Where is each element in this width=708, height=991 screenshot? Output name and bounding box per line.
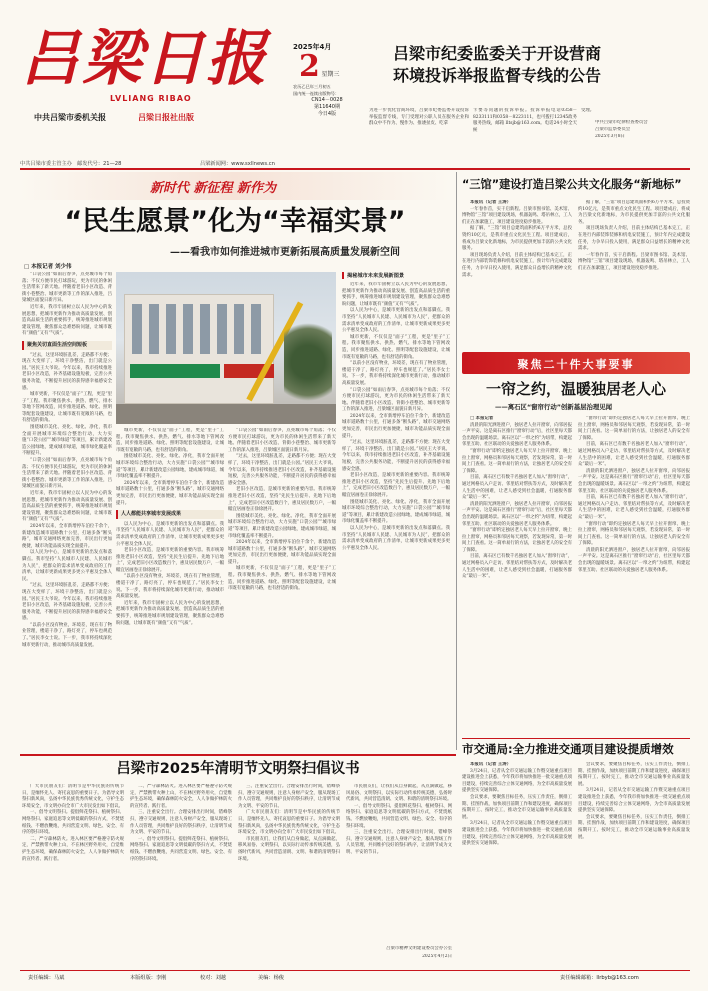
lead-para: 围绕城市美化、亮化、绿化、净化，我市全面开展城市环境综合整治行动，大力实施“口袋公园”“城市绿道”等项目，累计新建改造公园绿地，建成城市绿道，城市绿化覆盖率不断提升。 (228, 513, 336, 539)
bottom-para: 一、倡导文明祭扫。提倡鲜花祭扫、植树祭扫、网络祭扫、家庭追思等文明低碳的祭扫方式，不焚烧纸钱、不燃放鞭炮，共同营造文明、绿色、安全、有序的祭扫环境。 (22, 810, 124, 836)
lead-para: 近年来，我市牢固树立以人民为中心的发展思想，把城市更新作为推动高质量发展、创造高品质生活的重要抓手，统筹推进城市规划建设管理，聚焦群众急难愁盼问题，让城市既有“颜值”又有“气质”。 (116, 600, 224, 626)
lead-para: 2024年以来，全市新增停车泊位千余个，新建改造城市道路数十公里，打通多条“断头路”，城市交通网络更加完善，市民出行更加便捷，城市功能品质实现全面提升。 (228, 540, 336, 565)
lead-para: 以人民为中心，是城市更新的出发点和落脚点。我市坚持“人民城市人民建、人民城市为人民”，把群众的需求清单变成政府的工作清单，让城市更新成果更多更公平惠及全体人民。 (342, 525, 450, 551)
bottom-para: 二、严守森林防火。进入林区要严格遵守防火规定，严禁携带火种上山，不在林区野外用火，自觉维护生态环境，确保森林防火安全，人人争做护林防火的宣传者、践行者。 (22, 836, 124, 862)
right-mid-para: 目前，离石区已有数千名独居老人加入“窗帘行动”，通过网格员入户走访、邻里结对帮扶等方式，及时解决老人生活中的困难，让老人感受到社会温暖，打通服务群众“最后一米”。 (462, 554, 572, 580)
lead-para: “过去，这里环境脏乱差，走路都不方便；现在大变样了，环境干净整洁，出门就是公园。”居民王大爷说。今年以来，我市持续推进老旧小区改造，补齐基础设施短板，完善公共服务功能，不断提升居民的获得感幸福感安全感。 (22, 583, 112, 622)
bottom-col2 (130, 784, 232, 966)
date-weekday: 星期三 (321, 71, 340, 78)
right-mid-para: 清晨的阳光洒进窗户，独居老人拉开窗帘，向邻居报一声平安。这是离石区推行“窗帘行动”后，社区里每天都会出现的温暖场景。离石区以“一帘之约”为纽带，构建起邻里互助、社区联动的关爱独居老人服务体系。 (462, 422, 572, 448)
right-mid-para: 清晨的阳光洒进窗户，独居老人拉开窗帘，向邻居报一声平安。这是离石区推行“窗帘行动”后，社区里每天都会出现的温暖场景。离石区以“一帘之约”为纽带，构建起邻里互助、社区联动的关爱独居老人服务体系。 (462, 501, 572, 527)
shop-sign (130, 364, 220, 378)
bottom-col3 (238, 784, 340, 966)
building-windows (132, 304, 268, 354)
date-lunar: 农历乙巳年三月初五 (293, 84, 331, 89)
right-mid-para: “窗帘行动”即约定独居老人每天早上拉开窗帘、晚上拉上窗帘，网格员和邻居每天观察，若发现异常，第一时间上门查看。这一简单易行的方法，让独居老人的安全有了保障。 (462, 528, 572, 553)
right-mid-para: 目前，离石区已有数千名独居老人加入“窗帘行动”，通过网格员入户走访、邻里结对帮扶等方式，及时解决老人生活中的困难，让老人感受到社会温暖，打通服务群众“最后一米”。 (578, 495, 690, 520)
lead-para: 2024年以来，全市新增停车泊位千余个，新建改造城市道路数十公里，打通多条“断头路”，城市交通网络更加完善，市民出行更加便捷，城市功能品质实现全面提升。 (22, 523, 112, 549)
bottom-sign1: 吕梁市精神文明建设委员会办公室 (386, 946, 452, 951)
right-bottom-rule (462, 738, 690, 739)
masthead-sponsor: 中共吕梁市委机关报 (34, 113, 106, 122)
website-line: 吕梁新闻网：www.sxllnews.cn (200, 161, 275, 167)
lead-para: “过去，这里环境脏乱差，走路都不方便；现在大变样了，环境干净整洁，出门就是公园。”居民王大爷说。今年以来，我市持续推进老旧小区改造，补齐基础设施短板，完善公共服务功能，不断提升居民的获得感幸福感安全感。 (228, 454, 336, 486)
date-block (293, 44, 361, 154)
bottom-para: 广大市民朋友们：清明节是中华民族的传统节日，是缅怀先人、寄托哀思的重要日子。为倡导文明祭扫新风尚，弘扬中华民族优秀传统文化，守护生态环境安全，市文明办向全市广大市民发出如下倡议。 (238, 810, 340, 836)
right-bottom-title: 市交通局:全力推进交通项目建设提质增效 (462, 742, 674, 756)
right-mid-para: “窗帘行动”即约定独居老人每天早上拉开窗帘、晚上拉上窗帘，网格员和邻居每天观察，若发现异常，第一时间上门查看。这一简单易行的方法，让独居老人的安全有了保障。 (462, 448, 572, 474)
photo-caption: 揭秘城市未来发展新图景 (342, 272, 404, 279)
right-bottom-para: 会议要求，要聚焦目标任务，压实工作责任，倒排工期、挂图作战，加快项目前期工作和建设进度，确保项目按期开工、按时完工，推动全市交通运输事业高质量发展。 (578, 814, 690, 840)
lead-para: 老旧小区改造，是城市更新的重要内容。我市统筹推进老旧小区改造，坚持“先民生后提升、先地下后地上”，完成老旧小区改造数百个，惠及居民数万户，一幅幅宜居画卷正徐徐展开。 (228, 487, 336, 513)
bottom-rule (20, 754, 456, 756)
lead-para: 近年来，我市牢固树立以人民为中心的发展思想，把城市更新作为推动高质量发展、创造高品质生活的重要抓手，统筹推进城市规划建设管理，聚焦群众急难愁盼问题，让城市既有“颜值”又有“气质”。 (22, 304, 112, 337)
right-mid-para: 目前，离石区已有数千名独居老人加入“窗帘行动”，通过网格员入户走访、邻里结对帮扶等方式，及时解决老人生活中的困难，让老人感受到社会温暖，打通服务群众“最后一米”。 (578, 442, 690, 468)
lead-subtitle: ——看我市如何推进城市更新拓展高质量发展新空间 (170, 247, 400, 258)
lead-para: “口袋公园”如雨后春笋，点亮城市每个角落；不仅方便市民打球游玩，更为市民的休闲生活带来了新天地。伴随着老旧小区改造、背街小巷整治、城市更新等工作的深入推进，吕梁城区面貌日新月异。 (22, 458, 112, 490)
bottom-para: 三、注重安全出行。合理安排出行时间，错峰祭扫，遵守交通规则，注意人身财产安全，服从现场工作人员管理，共同维护良好的祭扫秩序，让清明节成为文明、平安的节日。 (238, 784, 340, 809)
lead-para: 围绕城市美化、亮化、绿化、净化，我市全面开展城市环境综合整治行动，大力实施“口袋公园”“城市绿道”等项目，累计新建改造公园绿地，建成城市绿道，城市绿化覆盖率不断提升。 (22, 425, 112, 457)
page-count: 今日4版 (317, 111, 337, 117)
right-top-para: 项目现场负责人介绍，目前主体结构已基本完工，正在进行内部装饰装修和机电安装施工，预计年内完成建设任务，力争早日投入使用，满足群众日益增长的精神文化需求。 (462, 252, 572, 278)
lead-para: 近年来，我市牢固树立以人民为中心的发展思想，把城市更新作为推动高质量发展、创造高品质生活的重要抓手，统筹推进城市规划建设管理，聚焦群众急难愁盼问题，让城市既有“颜值”又有“气质”。 (342, 282, 450, 307)
lead-para: “口袋公园”如雨后春笋，点亮城市每个角落；不仅方便市民打球游玩，更为市民的休闲生活带来了新天地。伴随着老旧小区改造、背街小巷整治、城市更新等工作的深入推进，吕梁城区面貌日新月异。 (22, 272, 112, 304)
cn-code: 国内统一连续出版物号： (293, 91, 340, 96)
right-mid-para: 清晨的阳光洒进窗户，独居老人拉开窗帘，向邻居报一声平安。这是离石区推行“窗帘行动”后，社区里每天都会出现的温暖场景。离石区以“一帘之约”为纽带，构建起邻里互助、社区联动的关爱独居老人服务体系。 (578, 468, 690, 494)
column-divider (456, 172, 457, 750)
lead-subhead: 聚焦关切直面生活空间短板 (22, 341, 112, 350)
notice-col3: 受理。 (581, 108, 595, 113)
notice-title-line1: 吕梁市纪委监委关于开设营商 (393, 44, 602, 63)
masthead-rule (20, 168, 690, 170)
lead-photo (116, 272, 336, 424)
tree (284, 312, 332, 412)
right-mid-col1 (462, 416, 572, 734)
issue-number: 第11640期 (314, 104, 340, 110)
right-top-col2 (578, 200, 690, 348)
notice-date: 2025年3月8日 (595, 134, 625, 139)
right-bottom-para: 3月24日，记者从全市交通运输工作暨交通重点项目建设推进会上获悉，今年我市将加快推进一批交通重点项目建设，持续完善综合立体交通网络，为全市高质量发展提供坚实交通保障。 (462, 768, 572, 794)
lead-col4 (342, 282, 450, 752)
lead-para: “以前小区没有物业，环境差，现在有了物业管理，楼道干净了，路灯亮了，停车也规范了。”居民李女士说。下一步，我市将持续深化城市更新行动，推动城市高质量发展。 (116, 574, 224, 600)
bottom-para: 一、倡导文明祭扫。提倡鲜花祭扫、植树祭扫、网络祭扫、家庭追思等文明低碳的祭扫方式，不焚烧纸钱、不燃放鞭炮，共同营造文明、绿色、安全、有序的祭扫环境。 (130, 836, 232, 862)
lead-col2 (116, 428, 224, 752)
cn-number: CN14－0028 (311, 97, 343, 103)
lead-para: 城市更新，不仅仅是“面子”工程，更是“里子”工程。我市聚焦供水、供热、燃气、排水等地下管网改造，同步推进道路、绿化、照明等配套设施建设，让城市既有宽敞的马路，也有舒适的街角。 (116, 428, 224, 453)
footer-layout: 本版组版：李刚 (130, 975, 167, 981)
right-top-para: 一年春作首，实干启新程。吕梁市图书馆、美术馆、博物馆“三馆”项目建设现场，机器轰鸣、塔吊林立，工人们正在加紧施工，项目建设进度稳步推进。 (462, 206, 572, 225)
right-mid-col2 (578, 416, 690, 734)
lead-title: “民生愿景”化为“幸福实景” (64, 206, 406, 237)
right-mid-para: “窗帘行动”即约定独居老人每天早上拉开窗帘、晚上拉上窗帘，网格员和邻居每天观察，若发现异常，第一时间上门查看。这一简单易行的方法，让独居老人的安全有了保障。 (578, 416, 690, 441)
lead-para: 以人民为中心，是城市更新的出发点和落脚点。我市坚持“人民城市人民建、人民城市为人民”，把群众的需求清单变成政府的工作清单，让城市更新成果更多更公平惠及全体人民。 (22, 550, 112, 582)
lead-para: “以前小区没有物业，环境差，现在有了物业管理，楼道干净了，路灯亮了，停车也规范了。”居民李女士说。下一步，我市将持续深化城市更新行动，推动城市高质量发展。 (342, 361, 450, 386)
issn-line: 中共吕梁市委主管主办 邮发代号：21—28 (20, 161, 122, 167)
bottom-para: 广大市民朋友们：清明节是中华民族的传统节日，是缅怀先人、寄托哀思的重要日子。为倡导文明祭扫新风尚，弘扬中华民族优秀传统文化，守护生态环境安全，市文明办向全市广大市民发出如下倡议。 (22, 784, 124, 809)
lead-para: 老旧小区改造，是城市更新的重要内容。我市统筹推进老旧小区改造，坚持“先民生后提升、先地下后地上”，完成老旧小区改造数百个，惠及居民数万户，一幅幅宜居画卷正徐徐展开。 (116, 548, 224, 573)
right-top-para: 据了解，“三馆”项目总建筑面积约6万平方米，总投资约10亿元，是我市重点文化民生工程。项目建成后，将成为吕梁文化新地标，为市民提供更加丰富的公共文化服务。 (462, 226, 572, 252)
right-bottom-para: 3月24日，记者从全市交通运输工作暨交通重点项目建设推进会上获悉，今年我市将加快推进一批交通重点项目建设，持续完善综合立体交通网络，为全市高质量发展提供坚实交通保障。 (578, 788, 690, 814)
lead-col1 (22, 272, 112, 752)
lead-subhead: 人人都能共享城市发展成果 (116, 510, 224, 519)
street (116, 404, 336, 424)
right-bottom-para: 3月24日，记者从全市交通运输工作暨交通重点项目建设推进会上获悉，今年我市将加快推进一批交通重点项目建设，持续完善综合立体交通网络，为全市高质量发展提供坚实交通保障。 (462, 821, 572, 847)
lead-para: 老旧小区改造，是城市更新的重要内容。我市统筹推进老旧小区改造，坚持“先民生后提升、先地下后地上”，完成老旧小区改造数百个，惠及居民数万户，一幅幅宜居画卷正徐徐展开。 (342, 473, 450, 498)
notice-signature1: 中共吕梁市纪律检查委员会 (595, 120, 648, 125)
banner-text: 新时代 新征程 新作为 (150, 181, 277, 196)
right-mid-title: 一帘之约，温暖独居老人心 (485, 380, 666, 398)
top-notice (365, 44, 690, 152)
lead-col3 (228, 428, 336, 752)
lead-para: 城市更新，不仅仅是“面子”工程，更是“里子”工程。我市聚焦供水、供热、燃气、排水等地下管网改造，同步推进道路、绿化、照明等配套设施建设，让城市既有宽敞的马路，也有舒适的街角。 (22, 392, 112, 424)
right-mid-subtitle: ——离石区“窗帘行动”创新基层治理见闻 (495, 403, 613, 411)
lead-para: 2024年以来，全市新增停车泊位千余个，新建改造城市道路数十公里，打通多条“断头路”，城市交通网络更加完善，市民出行更加便捷，城市功能品质实现全面提升。 (342, 413, 450, 439)
lead-para: “以前小区没有物业，环境差，现在有了物业管理，楼道干净了，路灯亮了，停车也规范了。”居民李女士说。下一步，我市将持续深化城市更新行动，推动城市高质量发展。 (22, 622, 112, 648)
right-top-para: 一年春作首，实干启新程。吕梁市图书馆、美术馆、博物馆“三馆”项目建设现场，机器轰鸣、塔吊林立，工人们正在加紧施工，项目建设进度稳步推进。 (578, 252, 690, 271)
lead-para: 围绕城市美化、亮化、绿化、净化，我市全面开展城市环境综合整治行动，大力实施“口袋公园”“城市绿道”等项目，累计新建改造公园绿地，建成城市绿道，城市绿化覆盖率不断提升。 (342, 499, 450, 525)
footer-left: 责任编辑：马斌 (28, 975, 65, 981)
masthead (20, 24, 290, 144)
bottom-para: 一、倡导文明祭扫。提倡鲜花祭扫、植树祭扫、网络祭扫、家庭追思等文明低碳的祭扫方式，不焚烧纸钱、不燃放鞭炮，共同营造文明、绿色、安全、有序的祭扫环境。 (346, 803, 452, 829)
date-day: 2 (299, 49, 320, 84)
bottom-para: 二、严守森林防火。进入林区要严格遵守防火规定，严禁携带火种上山，不在林区野外用火，自觉维护生态环境，确保森林防火安全，人人争做护林防火的宣传者、践行者。 (130, 784, 232, 809)
lead-para: “过去，这里环境脏乱差，走路都不方便；现在大变样了，环境干净整洁，出门就是公园。”居民王大爷说。今年以来，我市持续推进老旧小区改造，补齐基础设施短板，完善公共服务功能，不断提升居民的获得感幸福感安全感。 (22, 352, 112, 391)
right-top-title: “三馆”建设打造吕梁公共文化服务“新地标” (462, 178, 682, 191)
lead-para: “口袋公园”如雨后春笋，点亮城市每个角落；不仅方便市民打球游玩，更为市民的休闲生活带来了新天地。伴随着老旧小区改造、背街小巷整治、城市更新等工作的深入推进，吕梁城区面貌日新月异。 (342, 387, 450, 413)
masthead-publisher: 吕梁日报社出版 (138, 113, 194, 122)
date-year-month: 2025年4月 (293, 43, 332, 51)
bottom-col4 (346, 784, 452, 944)
lead-para: 城市更新，不仅仅是“面子”工程，更是“里子”工程。我市聚焦供水、供热、燃气、排水等地下管网改造，同步推进道路、绿化、照明等配套设施建设，让城市既有宽敞的马路，也有舒适的街角。 (228, 566, 336, 592)
byline: 本报讯（记者 王涛） (470, 762, 512, 767)
footer-design: 美编：杨俊 (258, 975, 284, 981)
lead-para: 围绕城市美化、亮化、绿化、净化，我市全面开展城市环境综合整治行动，大力实施“口袋公园”“城市绿道”等项目，累计新建改造公园绿地，建成城市绿道，城市绿化覆盖率不断提升。 (116, 454, 224, 480)
right-top-para: 据了解，“三馆”项目总建筑面积约6万平方米，总投资约10亿元，是我市重点文化民生工程。项目建成后，将成为吕梁文化新地标，为市民提供更加丰富的公共文化服务。 (578, 200, 690, 225)
right-mid-para: “窗帘行动”即约定独居老人每天早上拉开窗帘、晚上拉上窗帘，网格员和邻居每天观察，若发现异常，第一时间上门查看。这一简单易行的方法，让独居老人的安全有了保障。 (578, 521, 690, 547)
notice-col2: 卡要等问题的投诉举报。投诉举报电话0358－8233111和0358－8223111，也可拨打12345政务服务热线，邮箱 lltsjb@163.com。电话24小时全天候 (473, 108, 577, 133)
right-bottom-col1 (462, 762, 572, 966)
footer-email: 责任编辑邮箱：llrbyb@163.com (560, 975, 639, 981)
focus-banner (462, 352, 690, 374)
lead-para: 城市更新，不仅仅是“面子”工程，更是“里子”工程。我市聚焦供水、供热、燃气、排水等地下管网改造，同步推进道路、绿化、照明等配套设施建设，让城市既有宽敞的马路，也有舒适的街角。 (342, 334, 450, 360)
masthead-pinyin: LVLIANG RIBAO (110, 94, 192, 103)
lead-para: “口袋公园”如雨后春笋，点亮城市每个角落；不仅方便市民打球游玩，更为市民的休闲生活带来了新天地。伴随着老旧小区改造、背街小巷整治、城市更新等工作的深入推进，吕梁城区面貌日新月异。 (228, 428, 336, 453)
lead-para: 以人民为中心，是城市更新的出发点和落脚点。我市坚持“人民城市人民建、人民城市为人民”，把群众的需求清单变成政府的工作清单，让城市更新成果更多更公平惠及全体人民。 (342, 308, 450, 334)
notice-signature2: 吕梁市监察委员会 (595, 127, 631, 132)
footer-proof: 校对：刘越 (200, 975, 226, 981)
lead-para: “过去，这里环境脏乱差，走路都不方便；现在大变样了，环境干净整洁，出门就是公园。”居民王大爷说。今年以来，我市持续推进老旧小区改造，补齐基础设施短板，完善公共服务功能，不断提升居民的获得感幸福感安全感。 (342, 440, 450, 472)
bottom-para: 三、注重安全出行。合理安排出行时间，错峰祭扫，遵守交通规则，注意人身财产安全，服从现场工作人员管理，共同维护良好的祭扫秩序，让清明节成为文明、平安的节日。 (346, 830, 452, 855)
bottom-col1 (22, 784, 124, 966)
bottom-para: 市民朋友们，让我们从自身做起，从点滴做起，移风易俗、文明祭扫，以实际行动传承传统美德，弘扬时代新风，共同营造清朗、文明、和谐的清明祭扫环境。 (346, 784, 452, 803)
notice-title-line2: 环境投诉举报监督专线的公告 (393, 66, 602, 85)
right-top-para: 项目现场负责人介绍，目前主体结构已基本完工，正在进行内部装饰装修和机电安装施工，预计年内完成建设任务，力争早日投入使用，满足群众日益增长的精神文化需求。 (578, 226, 690, 252)
right-bottom-para: 会议要求，要聚焦目标任务，压实工作责任，倒排工期、挂图作战，加快项目前期工作和建设进度，确保项目按期开工、按时完工，推动全市交通运输事业高质量发展。 (578, 762, 690, 787)
bottom-title: 吕梁市2025年清明节文明祭扫倡议书 (116, 761, 360, 777)
lead-para: 近年来，我市牢固树立以人民为中心的发展思想，把城市更新作为推动高质量发展、创造高品质生活的重要抓手，统筹推进城市规划建设管理，聚焦群众急难愁盼问题，让城市既有“颜值”又有“气质”。 (22, 491, 112, 523)
right-mid-para: 目前，离石区已有数千名独居老人加入“窗帘行动”，通过网格员入户走访、邻里结对帮扶等方式，及时解决老人生活中的困难，让老人感受到社会温暖，打通服务群众“最后一米”。 (462, 475, 572, 501)
notice-col1: 为进一步优化营商环境，吕梁市纪委监委开设投诉举报监督专线，专门受理对公职人员在服务企业和群众中不作为、慢作为、推诿扯皮、吃拿 (369, 108, 469, 127)
right-bottom-para: 会议要求，要聚焦目标任务，压实工作责任，倒排工期、挂图作战，加快项目前期工作和建设进度，确保项目按期开工、按时完工，推动全市交通运输事业高质量发展。 (462, 794, 572, 820)
focus-banner-text: 聚焦二十件大事要事 (517, 358, 635, 371)
byline: □ 本报记者 (470, 416, 494, 421)
footer-rule (20, 970, 690, 971)
masthead-title: 吕梁日报 (20, 24, 268, 94)
theme-banner (20, 172, 450, 200)
bottom-sign2: 2025年4月2日 (422, 954, 452, 959)
lead-para: 2024年以来，全市新增停车泊位千余个，新建改造城市道路数十公里，打通多条“断头路”，城市交通网络更加完善，市民出行更加便捷，城市功能品质实现全面提升。 (116, 480, 224, 506)
byline: 本报讯（记者 王涛） (470, 200, 512, 205)
bottom-para: 市民朋友们，让我们从自身做起，从点滴做起，移风易俗、文明祭扫，以实际行动传承传统美德，弘扬时代新风，共同营造清朗、文明、和谐的清明祭扫环境。 (238, 836, 340, 862)
right-top-col1 (462, 200, 572, 348)
right-mid-para: 清晨的阳光洒进窗户，独居老人拉开窗帘，向邻居报一声平安。这是离石区推行“窗帘行动”后，社区里每天都会出现的温暖场景。离石区以“一帘之约”为纽带，构建起邻里互助、社区联动的关爱独居老人服务体系。 (578, 547, 690, 573)
lead-byline: □ 本报记者 刘少伟 (24, 264, 72, 270)
right-bottom-col2 (578, 762, 690, 966)
bottom-para: 三、注重安全出行。合理安排出行时间，错峰祭扫，遵守交通规则，注意人身财产安全，服从现场工作人员管理，共同维护良好的祭扫秩序，让清明节成为文明、平安的节日。 (130, 810, 232, 836)
lead-para: 以人民为中心，是城市更新的出发点和落脚点。我市坚持“人民城市人民建、人民城市为人民”，把群众的需求清单变成政府的工作清单，让城市更新成果更多更公平惠及全体人民。 (116, 521, 224, 547)
